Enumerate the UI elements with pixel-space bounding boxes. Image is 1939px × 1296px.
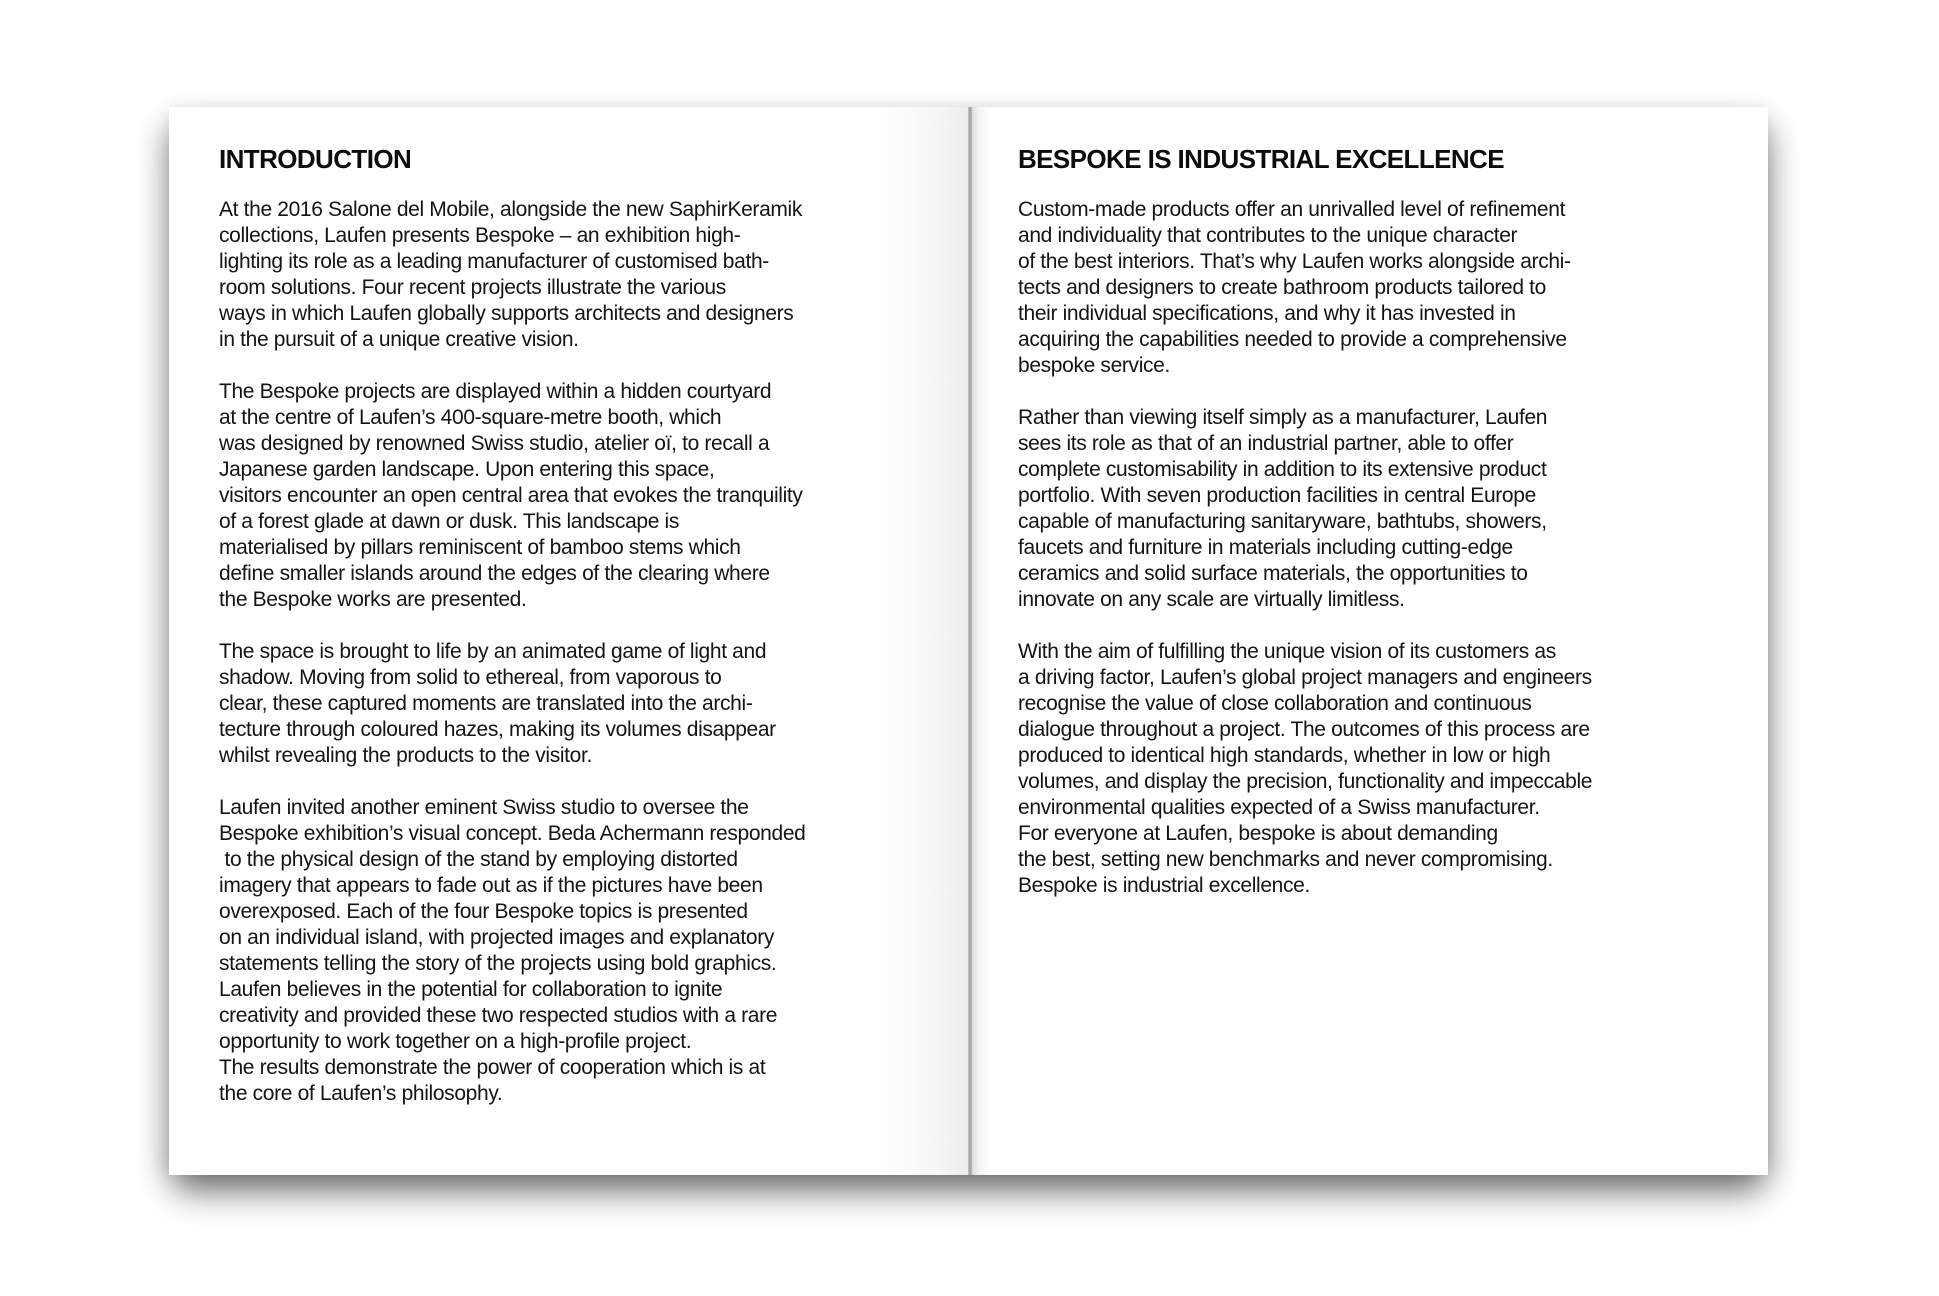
text-line: environmental qualities expected of a Swiss manufacturer. [1018, 796, 1540, 819]
text-line: dialogue throughout a project. The outcomes of this process are [1018, 718, 1590, 741]
text-line: a driving factor, Laufen’s global project managers and engineers [1018, 666, 1592, 689]
text-line: tects and designers to create bathroom products tailored to [1018, 276, 1546, 299]
text-line: their individual specifications, and why it has invested in [1018, 302, 1516, 325]
text-line: portfolio. With seven production facilities in central Europe [1018, 484, 1536, 507]
right-page [972, 107, 1768, 1175]
text-line: Bespoke is industrial excellence. [1018, 874, 1310, 897]
text-line: define smaller islands around the edges of the clearing where [219, 562, 770, 585]
text-line: at the centre of Laufen’s 400-square-metre booth, which [219, 406, 722, 429]
text-line: capable of manufacturing sanitaryware, bathtubs, showers, [1018, 510, 1547, 533]
text-line: The Bespoke projects are displayed within a hidden courtyard [219, 380, 772, 403]
text-line: The space is brought to life by an animated game of light and [219, 640, 767, 663]
text-line: innovate on any scale are virtually limitless. [1018, 588, 1405, 611]
text-line: Laufen invited another eminent Swiss studio to oversee the [219, 796, 749, 819]
text-line: the best, setting new benchmarks and never compromising. [1018, 848, 1553, 871]
text-line: overexposed. Each of the four Bespoke topics is presented [219, 900, 748, 923]
left-page-body [219, 197, 959, 1107]
text-line: materialised by pillars reminiscent of bamboo stems which [219, 536, 741, 559]
right-page-content [1018, 145, 1758, 925]
paragraph [1018, 639, 1758, 899]
text-line: lighting its role as a leading manufacturer of customised bath- [219, 250, 769, 273]
text-line: volumes, and display the precision, functionality and impeccable [1018, 770, 1593, 793]
section-title-bespoke: BESPOKE IS INDUSTRIAL EXCELLENCE [1018, 144, 1504, 174]
text-line: in the pursuit of a unique creative vision. [219, 328, 579, 351]
brochure-spread [169, 107, 1768, 1175]
text-line: whilst revealing the products to the visitor. [219, 744, 592, 767]
left-page-content [219, 145, 959, 1133]
text-line: Custom-made products offer an unrivalled level of refinement [1018, 198, 1566, 221]
text-line: The results demonstrate the power of cooperation which is at [219, 1056, 766, 1079]
paragraph [219, 639, 959, 769]
text-line: opportunity to work together on a high-profile project. [219, 1030, 692, 1053]
text-line: statements telling the story of the projects using bold graphics. [219, 952, 777, 975]
text-line: bespoke service. [1018, 354, 1170, 377]
text-line: was designed by renowned Swiss studio, atelier oï, to recall a [219, 432, 770, 455]
text-line: faucets and furniture in materials including cutting-edge [1018, 536, 1513, 559]
text-line: tecture through coloured hazes, making its volumes disappear [219, 718, 776, 741]
text-line: visitors encounter an open central area that evokes the tranquility [219, 484, 803, 507]
text-line: At the 2016 Salone del Mobile, alongside the new SaphirKeramik [219, 198, 803, 221]
paragraph [1018, 197, 1758, 379]
text-line: collections, Laufen presents Bespoke – an exhibition high- [219, 224, 741, 247]
text-line: ceramics and solid surface materials, the opportunities to [1018, 562, 1528, 585]
text-line: room solutions. Four recent projects illustrate the various [219, 276, 726, 299]
text-line: recognise the value of close collaboration and continuous [1018, 692, 1532, 715]
text-line: Japanese garden landscape. Upon entering this space, [219, 458, 715, 481]
text-line: on an individual island, with projected images and explanatory [219, 926, 774, 949]
right-page-body [1018, 197, 1758, 899]
section-title-introduction: INTRODUCTION [219, 144, 412, 174]
text-line: acquiring the capabilities needed to provide a comprehensive [1018, 328, 1567, 351]
text-line: of a forest glade at dawn or dusk. This landscape is [219, 510, 680, 533]
text-line: imagery that appears to fade out as if the pictures have been [219, 874, 763, 897]
text-line: the core of Laufen’s philosophy. [219, 1082, 503, 1105]
text-line: sees its role as that of an industrial partner, able to offer [1018, 432, 1514, 455]
text-line: clear, these captured moments are translated into the archi- [219, 692, 753, 715]
text-line: the Bespoke works are presented. [219, 588, 527, 611]
paragraph [1018, 405, 1758, 613]
text-line: and individuality that contributes to the unique character [1018, 224, 1518, 247]
text-line: Bespoke exhibition’s visual concept. Beda Achermann responded [219, 822, 806, 845]
text-line: ways in which Laufen globally supports architects and designers [219, 302, 794, 325]
text-line: With the aim of fulfilling the unique vision of its customers as [1018, 640, 1556, 663]
text-line: complete customisability in addition to its extensive product [1018, 458, 1547, 481]
left-page [169, 107, 970, 1175]
text-line: Rather than viewing itself simply as a manufacturer, Laufen [1018, 406, 1548, 429]
paragraph [219, 795, 959, 1107]
text-line: creativity and provided these two respected studios with a rare [219, 1004, 778, 1027]
paragraph [219, 379, 959, 613]
text-line: to the physical design of the stand by employing distorted [219, 848, 738, 871]
text-line: of the best interiors. That’s why Laufen works alongside archi- [1018, 250, 1571, 273]
text-line: produced to identical high standards, whether in low or high [1018, 744, 1551, 767]
text-line: shadow. Moving from solid to ethereal, from vaporous to [219, 666, 722, 689]
paragraph [219, 197, 959, 353]
text-line: For everyone at Laufen, bespoke is about demanding [1018, 822, 1498, 845]
text-line: Laufen believes in the potential for collaboration to ignite [219, 978, 723, 1001]
